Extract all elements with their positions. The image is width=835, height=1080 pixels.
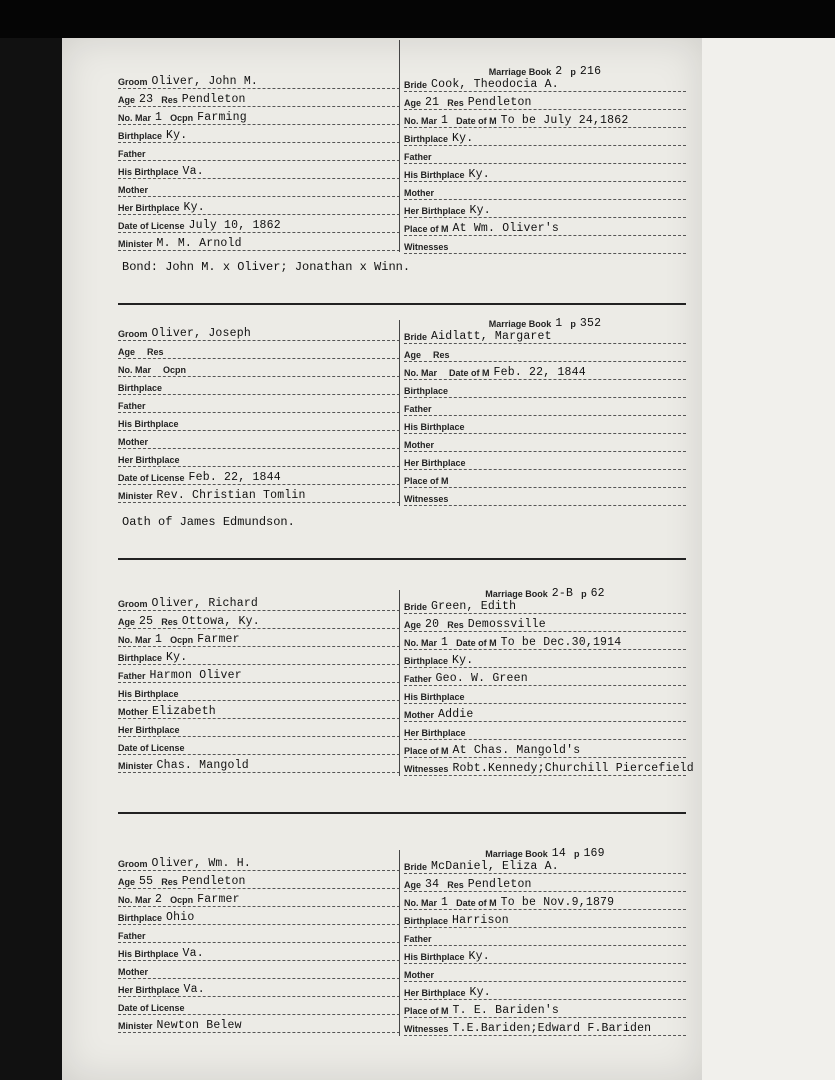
bride-no-mar: 1 — [441, 896, 449, 909]
father-label: Father — [118, 931, 146, 941]
marriage-book-label: Marriage Book — [488, 319, 552, 329]
her-birthplace-label: Her Birthplace — [404, 728, 466, 738]
groom-name-row — [118, 592, 400, 611]
minister-name: M. M. Arnold — [156, 237, 242, 250]
page-label: p — [581, 589, 587, 599]
birthplace-label: Birthplace — [404, 656, 449, 666]
groom-label: Groom — [118, 329, 148, 339]
groom-mother-row — [118, 960, 400, 979]
witnesses-row — [404, 757, 694, 776]
age-label: Age — [404, 880, 422, 890]
minister-name: Rev. Christian Tomlin — [156, 489, 306, 502]
bride-mother-birthplace: Ky. — [469, 986, 491, 999]
witnesses-row — [404, 1017, 686, 1036]
birthplace-label: Birthplace — [404, 134, 449, 144]
bride-name-row — [404, 325, 686, 344]
ocpn-label: Ocpn — [170, 113, 194, 123]
no-mar-label: No. Mar — [118, 635, 152, 645]
date-of-m-label: Date of M — [449, 368, 490, 378]
bride-mother-row — [404, 181, 686, 200]
marriage-book-label: Marriage Book — [485, 589, 548, 599]
groom-mother-birthplace: Va. — [183, 983, 205, 996]
age-label: Age — [118, 617, 136, 627]
groom-no-mar: 1 — [155, 111, 163, 124]
bride-label: Bride — [404, 80, 428, 90]
witnesses-row — [404, 487, 686, 506]
father-label: Father — [404, 674, 432, 684]
groom-her-birthplace-row — [118, 718, 400, 737]
groom-residence: Pendleton — [181, 875, 246, 888]
bride-age-row — [404, 873, 686, 892]
minister-row — [118, 232, 400, 251]
groom-birthplace: Ohio — [166, 911, 195, 924]
birthplace-label: Birthplace — [404, 916, 449, 926]
place-of-m-label: Place of M — [404, 476, 449, 486]
groom-father-row — [118, 394, 400, 413]
marriage-book-label: Marriage Book — [488, 67, 552, 77]
bride-age: 34 — [425, 878, 440, 891]
res-label: Res — [447, 98, 464, 108]
bride-marriage-date-row — [404, 891, 686, 910]
marriage-book-label: Marriage Book — [485, 849, 548, 859]
mother-label: Mother — [118, 967, 148, 977]
groom-birthplace-row — [118, 124, 400, 143]
father-label: Father — [118, 401, 146, 411]
bride-her-birthplace-row — [404, 981, 686, 1000]
bride-mother-row — [404, 963, 686, 982]
minister-label: Minister — [118, 491, 153, 501]
bride-father-row — [404, 667, 686, 686]
groom-her-birthplace-row — [118, 196, 400, 215]
license-date: July 10, 1862 — [188, 219, 281, 232]
date-of-license-label: Date of License — [118, 743, 185, 753]
date-of-m-label: Date of M — [456, 898, 497, 908]
bride-birthplace-row — [404, 909, 686, 928]
res-label: Res — [447, 620, 464, 630]
marriage-book-number: 2 — [555, 65, 563, 78]
birthplace-label: Birthplace — [404, 386, 449, 396]
marriage-book-number: 2-B — [551, 587, 574, 600]
place-of-m-label: Place of M — [404, 224, 449, 234]
bride-his-birthplace-row — [404, 945, 686, 964]
witnesses-row — [404, 235, 686, 254]
witnesses-label: Witnesses — [404, 494, 449, 504]
age-label: Age — [118, 877, 136, 887]
mother-label: Mother — [404, 970, 434, 980]
res-label: Res — [433, 350, 450, 360]
page-label: p — [573, 849, 580, 859]
birthplace-label: Birthplace — [118, 383, 163, 393]
page-label: p — [570, 67, 576, 77]
page-label: p — [570, 319, 576, 329]
groom-father-birthplace: Va. — [182, 947, 204, 960]
groom-father-row — [118, 924, 400, 943]
groom-age-row — [118, 610, 400, 629]
license-date-row — [118, 996, 400, 1015]
groom-mother-row — [118, 430, 400, 449]
license-date-row — [118, 466, 400, 485]
no-mar-label: No. Mar — [404, 116, 438, 126]
res-label: Res — [161, 617, 178, 627]
groom-residence: Pendleton — [181, 93, 246, 106]
witnesses-label: Witnesses — [404, 242, 449, 252]
groom-father-row — [118, 142, 400, 161]
marriage-record-4 — [112, 842, 700, 1064]
groom-birthplace: Ky. — [166, 651, 188, 664]
marriage-date: To be Nov.9,1879 — [500, 896, 615, 909]
place-of-marriage-row — [404, 999, 686, 1018]
her-birthplace-label: Her Birthplace — [404, 988, 466, 998]
groom-no-mar: 2 — [155, 893, 163, 906]
witnesses-label: Witnesses — [404, 764, 449, 774]
groom-name-row — [118, 70, 400, 89]
date-of-m-label: Date of M — [456, 116, 497, 126]
bride-her-birthplace-row — [404, 451, 686, 470]
date-of-license-label: Date of License — [118, 221, 185, 231]
bride-birthplace-row — [404, 379, 686, 398]
groom-mother-row — [118, 700, 400, 719]
bride-age-row — [404, 613, 686, 632]
date-of-license-label: Date of License — [118, 473, 185, 483]
father-label: Father — [404, 152, 432, 162]
marriage-date: To be July 24,1862 — [500, 114, 629, 127]
groom-his-birthplace-row — [118, 942, 400, 961]
groom-father-birthplace: Va. — [182, 165, 204, 178]
groom-occupation: Farming — [197, 111, 247, 124]
groom-no-mar: 1 — [155, 633, 163, 646]
groom-mother-birthplace: Ky. — [183, 201, 205, 214]
groom-birthplace-row — [118, 906, 400, 925]
bride-his-birthplace-row — [404, 685, 686, 704]
marriage-place: At Wm. Oliver's — [452, 222, 560, 235]
groom-marriages-row — [118, 106, 400, 125]
bride-her-birthplace-row — [404, 199, 686, 218]
bride-father-row — [404, 927, 686, 946]
bride-birthplace-row — [404, 127, 686, 146]
minister-row — [118, 754, 400, 773]
age-label: Age — [404, 98, 422, 108]
minister-label: Minister — [118, 1021, 153, 1031]
bride-name: McDaniel, Eliza A. — [431, 860, 559, 873]
groom-name: Oliver, Joseph — [151, 327, 251, 340]
her-birthplace-label: Her Birthplace — [118, 203, 180, 213]
record-note: Bond: John M. x Oliver; Jonathan x Winn. — [122, 260, 411, 274]
license-date-row — [118, 736, 400, 755]
bride-name-row — [404, 855, 686, 874]
column-divider — [399, 590, 400, 776]
marriage-book-number: 1 — [555, 317, 563, 330]
record-separator-3 — [118, 812, 686, 814]
bride-marriage-date-row — [404, 109, 686, 128]
bride-father-birthplace: Ky. — [468, 168, 490, 181]
page-margin — [702, 38, 835, 1080]
groom-her-birthplace-row — [118, 448, 400, 467]
his-birthplace-label: His Birthplace — [404, 422, 465, 432]
bride-birthplace-row — [404, 649, 686, 668]
place-of-marriage-row — [404, 739, 686, 758]
groom-label: Groom — [118, 77, 148, 87]
bride-residence: Demossville — [467, 618, 546, 631]
mother-label: Mother — [404, 188, 434, 198]
scan-top-border — [0, 0, 835, 38]
bride-marriage-date-row — [404, 631, 686, 650]
bride-age-row — [404, 91, 686, 110]
groom-occupation: Farmer — [197, 893, 240, 906]
res-label: Res — [161, 877, 178, 887]
ocpn-label: Ocpn — [170, 635, 194, 645]
groom-age: 25 — [139, 615, 154, 628]
license-date: Feb. 22, 1844 — [188, 471, 281, 484]
bride-name: Cook, Theodocia A. — [431, 78, 559, 91]
place-of-m-label: Place of M — [404, 746, 449, 756]
minister-name: Chas. Mangold — [156, 759, 249, 772]
groom-marriages-row — [118, 358, 400, 377]
bride-marriage-date-row — [404, 361, 686, 380]
groom-age-row — [118, 870, 400, 889]
groom-name-row — [118, 852, 400, 871]
his-birthplace-label: His Birthplace — [118, 167, 179, 177]
father-label: Father — [118, 671, 146, 681]
ocpn-label: Ocpn — [170, 895, 194, 905]
her-birthplace-label: Her Birthplace — [118, 455, 180, 465]
bride-her-birthplace-row — [404, 721, 686, 740]
bride-birthplace: Ky. — [452, 654, 474, 667]
bride-name-row — [404, 595, 686, 614]
bride-residence: Pendleton — [467, 96, 532, 109]
groom-birthplace: Ky. — [166, 129, 188, 142]
groom-birthplace-row — [118, 646, 400, 665]
marriage-date: Feb. 22, 1844 — [493, 366, 586, 379]
groom-mother-row — [118, 178, 400, 197]
res-label: Res — [147, 347, 164, 357]
groom-father-row — [118, 664, 400, 683]
birthplace-label: Birthplace — [118, 913, 163, 923]
place-of-marriage-row — [404, 469, 686, 488]
groom-age: 55 — [139, 875, 154, 888]
date-of-license-label: Date of License — [118, 1003, 185, 1013]
bride-residence: Pendleton — [467, 878, 532, 891]
bride-father: Geo. W. Green — [435, 672, 528, 685]
no-mar-label: No. Mar — [118, 895, 152, 905]
marriage-place: At Chas. Mangold's — [452, 744, 581, 757]
no-mar-label: No. Mar — [118, 113, 152, 123]
marriage-book-page: 352 — [579, 317, 602, 330]
place-of-m-label: Place of M — [404, 1006, 449, 1016]
age-label: Age — [118, 347, 136, 357]
groom-name: Oliver, Wm. H. — [151, 857, 251, 870]
groom-his-birthplace-row — [118, 682, 400, 701]
bride-name: Aidlatt, Margaret — [431, 330, 552, 343]
minister-label: Minister — [118, 761, 153, 771]
record-separator-1 — [118, 303, 686, 305]
bride-mother-row — [404, 703, 686, 722]
groom-label: Groom — [118, 599, 148, 609]
no-mar-label: No. Mar — [404, 638, 438, 648]
column-divider — [399, 850, 400, 1036]
her-birthplace-label: Her Birthplace — [404, 206, 466, 216]
groom-name-row — [118, 322, 400, 341]
bride-birthplace: Ky. — [452, 132, 474, 145]
res-label: Res — [447, 880, 464, 890]
mother-label: Mother — [118, 707, 148, 717]
bride-birthplace: Harrison — [452, 914, 509, 927]
his-birthplace-label: His Birthplace — [118, 949, 179, 959]
res-label: Res — [161, 95, 178, 105]
bride-age: 20 — [425, 618, 440, 631]
mother-label: Mother — [118, 185, 148, 195]
bride-label: Bride — [404, 332, 428, 342]
groom-his-birthplace-row — [118, 412, 400, 431]
marriage-record-2 — [112, 312, 700, 534]
bride-label: Bride — [404, 602, 428, 612]
groom-age: 23 — [139, 93, 154, 106]
no-mar-label: No. Mar — [118, 365, 152, 375]
bride-no-mar: 1 — [441, 636, 449, 649]
place-of-marriage-row — [404, 217, 686, 236]
license-date-row — [118, 214, 400, 233]
bride-label: Bride — [404, 862, 428, 872]
scan-left-border — [0, 38, 62, 1080]
bride-father-row — [404, 397, 686, 416]
bride-age: 21 — [425, 96, 440, 109]
bride-no-mar: 1 — [441, 114, 449, 127]
bride-name: Green, Edith — [431, 600, 517, 613]
date-of-m-label: Date of M — [456, 638, 497, 648]
minister-row — [118, 484, 400, 503]
his-birthplace-label: His Birthplace — [404, 692, 465, 702]
bride-mother: Addie — [438, 708, 474, 721]
mother-label: Mother — [404, 710, 434, 720]
father-label: Father — [118, 149, 146, 159]
witnesses: T.E.Bariden;Edward F.Bariden — [452, 1022, 652, 1035]
minister-name: Newton Belew — [156, 1019, 242, 1032]
bride-his-birthplace-row — [404, 163, 686, 182]
groom-father: Harmon Oliver — [149, 669, 242, 682]
marriage-date: To be Dec.30,1914 — [500, 636, 622, 649]
groom-age-row — [118, 88, 400, 107]
marriage-place: T. E. Bariden's — [452, 1004, 560, 1017]
age-label: Age — [118, 95, 136, 105]
bride-mother-row — [404, 433, 686, 452]
her-birthplace-label: Her Birthplace — [404, 458, 466, 468]
minister-label: Minister — [118, 239, 153, 249]
her-birthplace-label: Her Birthplace — [118, 985, 180, 995]
marriage-record-1 — [112, 60, 700, 282]
his-birthplace-label: His Birthplace — [404, 952, 465, 962]
father-label: Father — [404, 404, 432, 414]
bride-father-birthplace: Ky. — [468, 950, 490, 963]
birthplace-label: Birthplace — [118, 131, 163, 141]
father-label: Father — [404, 934, 432, 944]
bride-age-row — [404, 343, 686, 362]
groom-label: Groom — [118, 859, 148, 869]
groom-his-birthplace-row — [118, 160, 400, 179]
marriage-book-page: 62 — [590, 587, 605, 600]
groom-age-row — [118, 340, 400, 359]
bride-mother-birthplace: Ky. — [469, 204, 491, 217]
his-birthplace-label: His Birthplace — [404, 170, 465, 180]
minister-row — [118, 1014, 400, 1033]
witnesses: Robt.Kennedy;Churchill Piercefield — [452, 762, 694, 775]
groom-her-birthplace-row — [118, 978, 400, 997]
groom-birthplace-row — [118, 376, 400, 395]
marriage-book-page: 169 — [583, 847, 605, 860]
ocpn-label: Ocpn — [163, 365, 187, 375]
no-mar-label: No. Mar — [404, 368, 438, 378]
bride-father-row — [404, 145, 686, 164]
witnesses-label: Witnesses — [404, 1024, 449, 1034]
mother-label: Mother — [404, 440, 434, 450]
record-separator-2 — [118, 558, 686, 560]
his-birthplace-label: His Birthplace — [118, 419, 179, 429]
birthplace-label: Birthplace — [118, 653, 163, 663]
his-birthplace-label: His Birthplace — [118, 689, 179, 699]
bride-name-row — [404, 73, 686, 92]
mother-label: Mother — [118, 437, 148, 447]
bride-his-birthplace-row — [404, 415, 686, 434]
groom-occupation: Farmer — [197, 633, 240, 646]
groom-name: Oliver, John M. — [151, 75, 259, 88]
groom-residence: Ottowa, Ky. — [181, 615, 260, 628]
column-divider — [399, 320, 400, 506]
groom-marriages-row — [118, 888, 400, 907]
groom-marriages-row — [118, 628, 400, 647]
marriage-book-number: 14 — [551, 847, 566, 860]
groom-mother: Elizabeth — [152, 705, 216, 718]
groom-name: Oliver, Richard — [151, 597, 259, 610]
no-mar-label: No. Mar — [404, 898, 438, 908]
age-label: Age — [404, 350, 422, 360]
record-note: Oath of James Edmundson. — [122, 515, 295, 529]
age-label: Age — [404, 620, 422, 630]
marriage-book-page: 216 — [579, 65, 602, 78]
marriage-record-3 — [112, 582, 700, 804]
her-birthplace-label: Her Birthplace — [118, 725, 180, 735]
column-divider — [399, 40, 400, 252]
